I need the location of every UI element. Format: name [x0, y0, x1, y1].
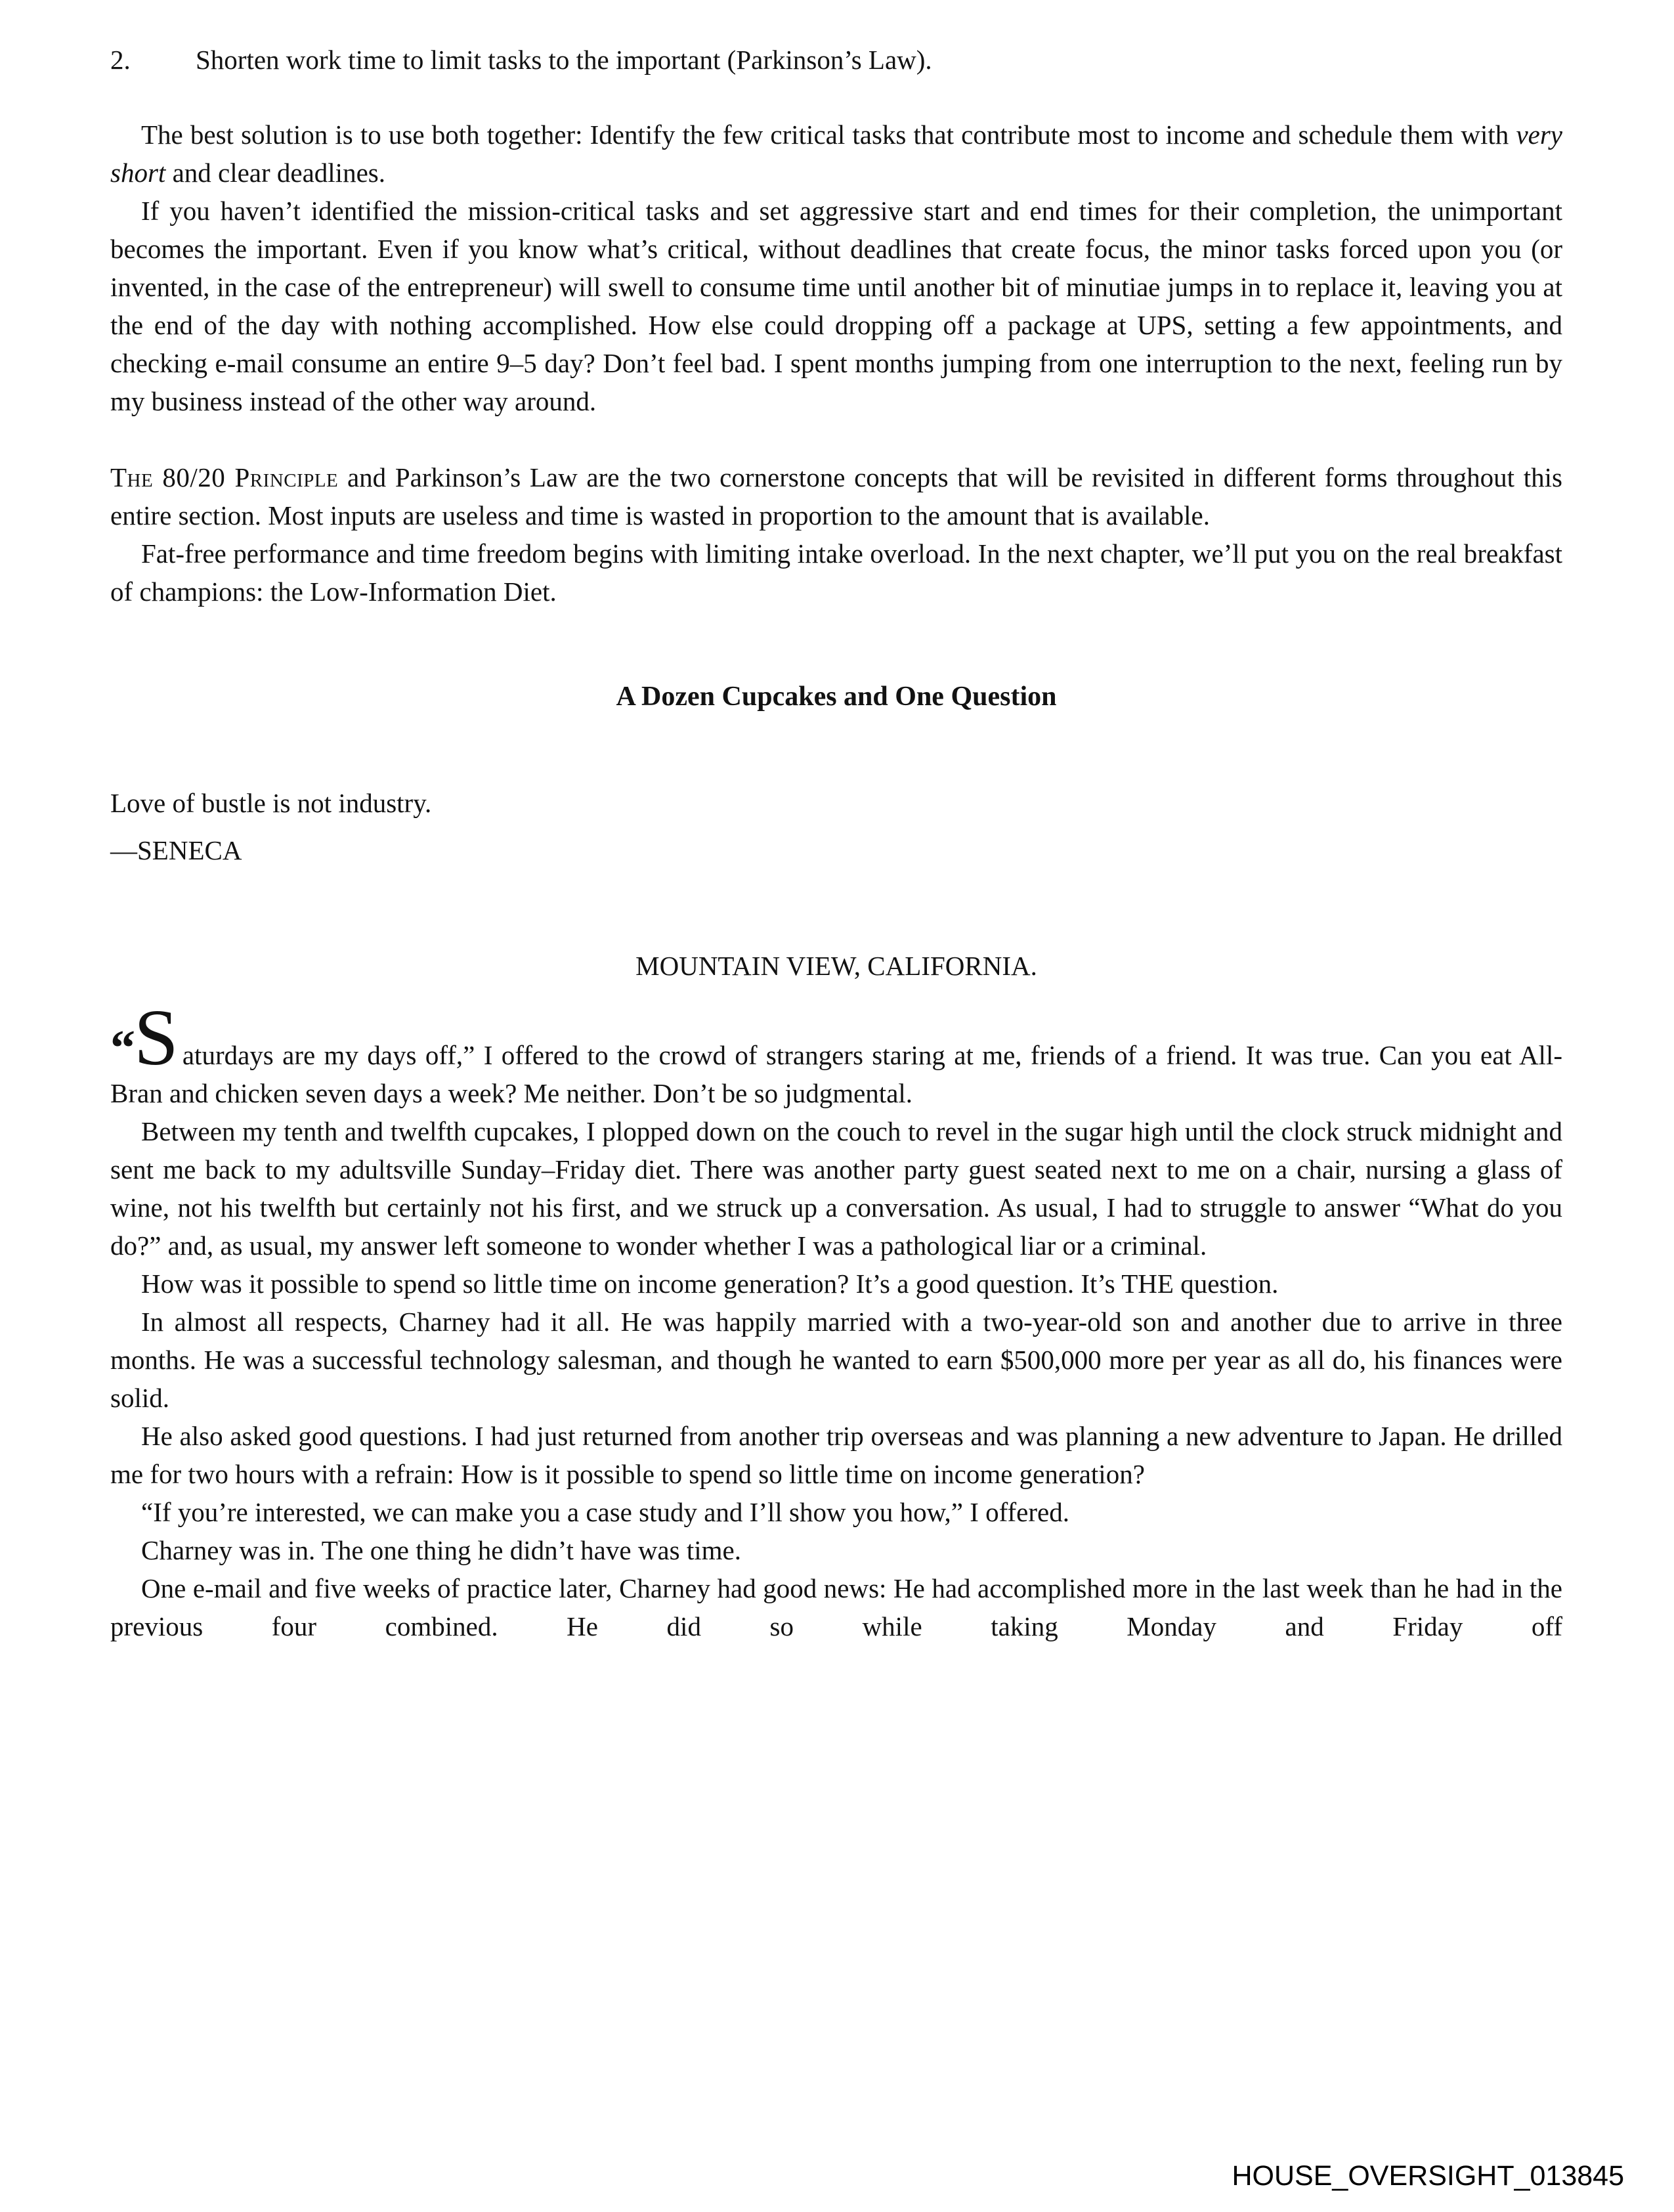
numbered-list-item — [110, 41, 1562, 79]
scene-heading: MOUNTAIN VIEW, CALIFORNIA. — [635, 951, 1037, 981]
list-item-text: Shorten work time to limit tasks to the important (Parkinson’s Law). — [196, 45, 932, 75]
paragraph-case-study-offer: “If you’re interested, we can make you a case study and I’ll show you how,” I offered. — [141, 1497, 1069, 1527]
epigraph-attribution: —SENECA — [110, 835, 242, 865]
paragraph-best-solution — [110, 116, 1562, 192]
paragraph-text: and Parkinson’s Law are the two cornerstone concepts that will be revisited in different forms throughout this entire section. Most inputs are useless and time is wasted in proportion to the amount that is available. — [110, 462, 1562, 531]
paragraph-fat-free: Fat-free performance and time freedom begins with limiting intake overload. In the next chapter, we’ll put you on the real breakfast of champions: the Low-Information Diet. — [110, 538, 1562, 607]
paragraph-cupcakes: Between my tenth and twelfth cupcakes, I plopped down on the couch to revel in the sugar high until the clock struck midnight and sent me back to my adultsville Sunday–Friday diet. There was another party guest seated next to me on a chair, nursing a glass of wine, not his twelfth but certainly not his first, and we struck up a conversation. As usual, I had to struggle to answer “What do you do?” and, as usual, my answer left someone to wonder whether I was a pathological liar or a criminal. — [110, 1116, 1562, 1261]
paragraph-mission-critical: If you haven’t identified the mission-critical tasks and set aggressive start and end times for their completion, the unimportant becomes the important. Even if you know what’s critical, without deadlines that create focus, the minor tasks forced upon you (or invented, in the case of the entrepreneur) will swell to consume time until another bit of minutiae jumps in to replace it, leaving you at the end of the day with nothing accomplished. How else could dropping off a package at UPS, setting a few appointments, and checking e-mail consume an entire 9–5 day? Don’t feel bad. I spent months jumping from one interruption to the next, feeling run by my business instead of the other way around. — [110, 196, 1562, 416]
paragraph-text: aturdays are my days off,” I offered to the crowd of strangers staring at me, friends of a friend. It was true. Can you eat All-Bran and chicken seven days a week? Me neither. Don’t be so judgmental. — [110, 1040, 1562, 1108]
smallcaps-phrase: The 80/20 Principle — [110, 462, 339, 492]
paragraph-text: The best solution is to use both together: Identify the few critical tasks that contribute most to income and schedule them with — [141, 119, 1516, 150]
paragraph-charney-was-in: Charney was in. The one thing he didn’t have was time. — [141, 1535, 741, 1565]
paragraph-good-questions: He also asked good questions. I had just returned from another trip overseas and was planning a new adventure to Japan. He drilled me for two hours with a refrain: How is it possible to spend so little time on income generation? — [110, 1421, 1562, 1489]
italic-phrase: very short — [110, 119, 1562, 188]
section-heading: A Dozen Cupcakes and One Question — [616, 682, 1057, 712]
dropcap-open-quote: “ — [110, 1020, 134, 1075]
paragraph-five-weeks-later: One e-mail and five weeks of practice later, Charney had good news: He had accomplished more in the last week than he had in the previous four combined. He did so while taking Monday and Friday off — [110, 1573, 1562, 1641]
document-id-footer: HOUSE_OVERSIGHT_013845 — [1232, 2160, 1624, 2192]
paragraph-8020-principle — [110, 458, 1562, 534]
paragraph-dropcap — [110, 993, 1562, 1112]
list-item-number: 2. — [110, 45, 131, 75]
epigraph-quote: Love of bustle is not industry. — [110, 788, 432, 818]
paragraph-charney-had-it-all: In almost all respects, Charney had it all. He was happily married with a two-year-old son and another due to arrive in three months. He was a successful technology salesman, and though he wanted to earn $500,000 more per year as all do, his finances were solid. — [110, 1307, 1562, 1413]
dropcap-letter: S — [134, 993, 179, 1082]
paragraph-the-question: How was it possible to spend so little time on income generation? It’s a good question. It’s THE question. — [141, 1269, 1279, 1299]
paragraph-text: and clear deadlines. — [165, 158, 385, 188]
